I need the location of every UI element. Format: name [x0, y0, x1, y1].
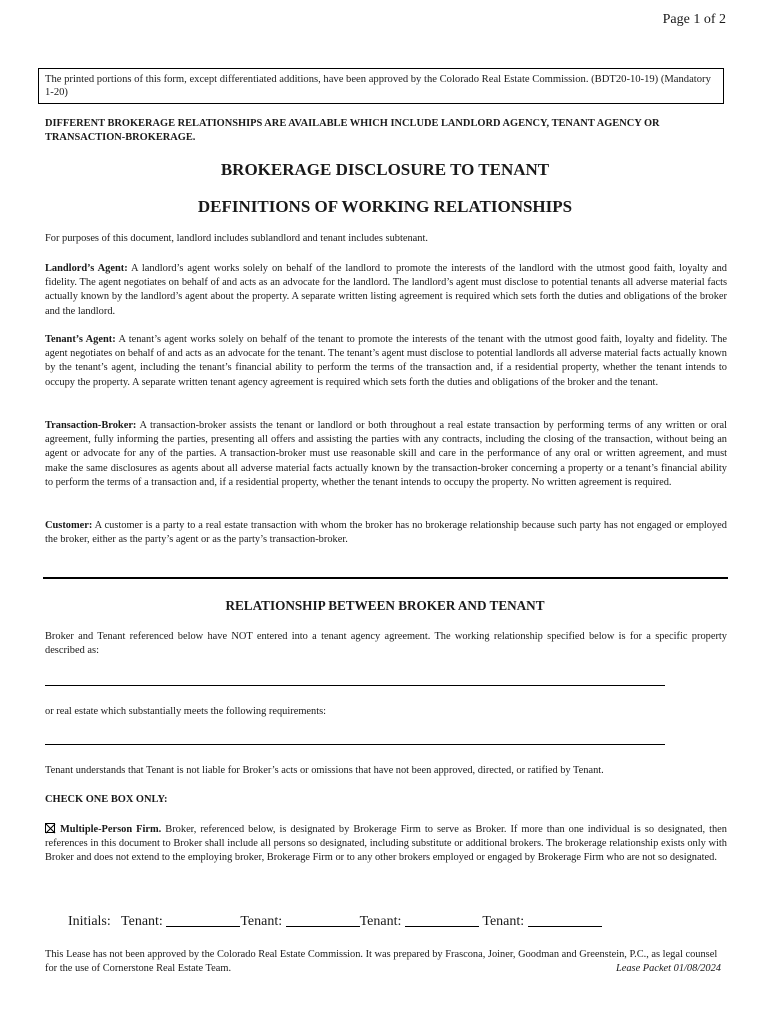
- footer: [45, 948, 725, 976]
- approval-notice: The printed portions of this form, except differentiated additions, have been approved by the Colorado Real Estate Commission. (BDT20-10-19) (Mandatory 1-20): [45, 74, 711, 98]
- initials-row: [68, 913, 602, 930]
- landlord-agent-definition: [45, 262, 727, 319]
- requirements-field[interactable]: [45, 744, 665, 745]
- transaction-broker-text: A transaction-broker assists the tenant or landlord or both throughout a real estate transaction by performing terms of any written or oral agreement, fully informing the parties, presenting all offers and assisting the parties with any contracts, including the closing of the transaction, without being an agent or advocate for any of the parties. A transaction-broker must use reasonable skill and care in the performance of any oral or written agreement, and must make the same disclosures as agents about all adverse material facts actually known by the transaction-broker concerning a property or a tenant’s financial ability to perform the terms of a transaction and, if a residential property, whether the tenant intends to occupy the property. No written agreement is required.: [45, 420, 727, 488]
- purposes-paragraph: For purposes of this document, landlord includes sublandlord and tenant includes subtenant.: [45, 233, 428, 244]
- approval-notice-box: [38, 68, 724, 104]
- tenant-initials-field-4[interactable]: [528, 913, 602, 927]
- landlord-agent-text: A landlord’s agent works solely on behalf of the landlord to promote the interests of the landlord with the utmost good faith, loyalty and fidelity. The agent negotiates on behalf of and acts as an advocate for the landlord. The landlord’s agent must disclose to potential tenants all adverse material facts actually known by the landlord’s agent about the property. A separate written listing agreement is required which sets forth the duties and obligations of the broker and the landlord.: [45, 263, 727, 317]
- tenant-initials-field-2[interactable]: [286, 913, 360, 927]
- relationship-intro: Broker and Tenant referenced below have NOT entered into a tenant agency agreement. The working relationship specified below is for a specific property described as:: [45, 631, 727, 657]
- check-one-instruction: CHECK ONE BOX ONLY:: [45, 794, 168, 805]
- relationships-notice: DIFFERENT BROKERAGE RELATIONSHIPS ARE AVAILABLE WHICH INCLUDE LANDLORD AGENCY, TENANT AGENCY OR TRANSACTION-BROKERAGE.: [45, 118, 660, 143]
- tenant-initials-field-1[interactable]: [166, 913, 240, 927]
- tenant-initials-label-4: Tenant:: [482, 914, 525, 929]
- or-real-estate-text: or real estate which substantially meets the following requirements:: [45, 706, 327, 717]
- tenant-initials-label-3: Tenant:: [359, 914, 402, 929]
- multiple-person-firm-label: Multiple-Person Firm.: [60, 824, 162, 835]
- lease-packet-date: Lease Packet 01/08/2024: [615, 963, 721, 974]
- multiple-person-firm-checkbox[interactable]: [45, 823, 55, 833]
- footer-note: This Lease has not been approved by the Colorado Real Estate Commission. It was prepared by Frascona, Joiner, Goodman and Greenstein, P.C., as legal counsel for the use of Cornerstone Real Estate Team.: [45, 949, 718, 974]
- initials-label: Initials:: [68, 914, 111, 929]
- page-number: Page 1 of 2: [662, 12, 726, 27]
- tenant-initials-label-2: Tenant:: [240, 914, 283, 929]
- transaction-broker-term: Transaction-Broker:: [45, 420, 137, 431]
- section-divider: [43, 577, 728, 579]
- multiple-person-firm-option: [45, 823, 727, 866]
- multiple-person-firm-text: Broker, referenced below, is designated by Brokerage Firm to serve as Broker. If more than one individual is so designated, then references in this document to Broker shall include all persons so designated, including substitute or additional brokers. The brokerage relationship exists only with Broker and does not extend to the employing broker, Brokerage Firm or to any other brokers employed or engaged by Brokerage Firm who are not so designated.: [45, 824, 727, 864]
- tenant-agent-definition: [45, 333, 727, 390]
- property-description-field[interactable]: [45, 685, 665, 686]
- tenant-agent-term: Tenant’s Agent:: [45, 334, 116, 345]
- tenant-initials-label-1: Tenant:: [121, 914, 163, 929]
- customer-definition: [45, 519, 727, 547]
- customer-term: Customer:: [45, 520, 93, 531]
- customer-text: A customer is a party to a real estate transaction with whom the broker has no brokerage relationship because such party has not engaged or employed the broker, either as the party’s agent or as the party’s transaction-broker.: [45, 520, 727, 546]
- landlord-agent-term: Landlord’s Agent:: [45, 263, 128, 274]
- transaction-broker-definition: [45, 419, 727, 490]
- liability-statement: Tenant understands that Tenant is not liable for Broker’s acts or omissions that have not been approved, directed, or ratified by Tenant.: [45, 765, 604, 776]
- tenant-agent-text: A tenant’s agent works solely on behalf of the tenant to promote the interests of the tenant with the utmost good faith, loyalty and fidelity. The agent negotiates on behalf of and acts as an advocate for the tenant. The tenant’s agent must disclose to potential landlords all adverse material facts actually known by the tenant’s agent, including the tenant’s financial ability to perform the terms of the transaction and, if a residential property, whether the tenant intends to occupy the property. A separate written tenant agency agreement is required which sets forth the duties and obligations of the broker and the tenant.: [45, 334, 727, 388]
- tenant-initials-field-3[interactable]: [405, 913, 479, 927]
- document-subtitle: DEFINITIONS OF WORKING RELATIONSHIPS: [197, 197, 573, 216]
- relationship-heading: RELATIONSHIP BETWEEN BROKER AND TENANT: [225, 598, 545, 613]
- document-title: BROKERAGE DISCLOSURE TO TENANT: [220, 160, 550, 179]
